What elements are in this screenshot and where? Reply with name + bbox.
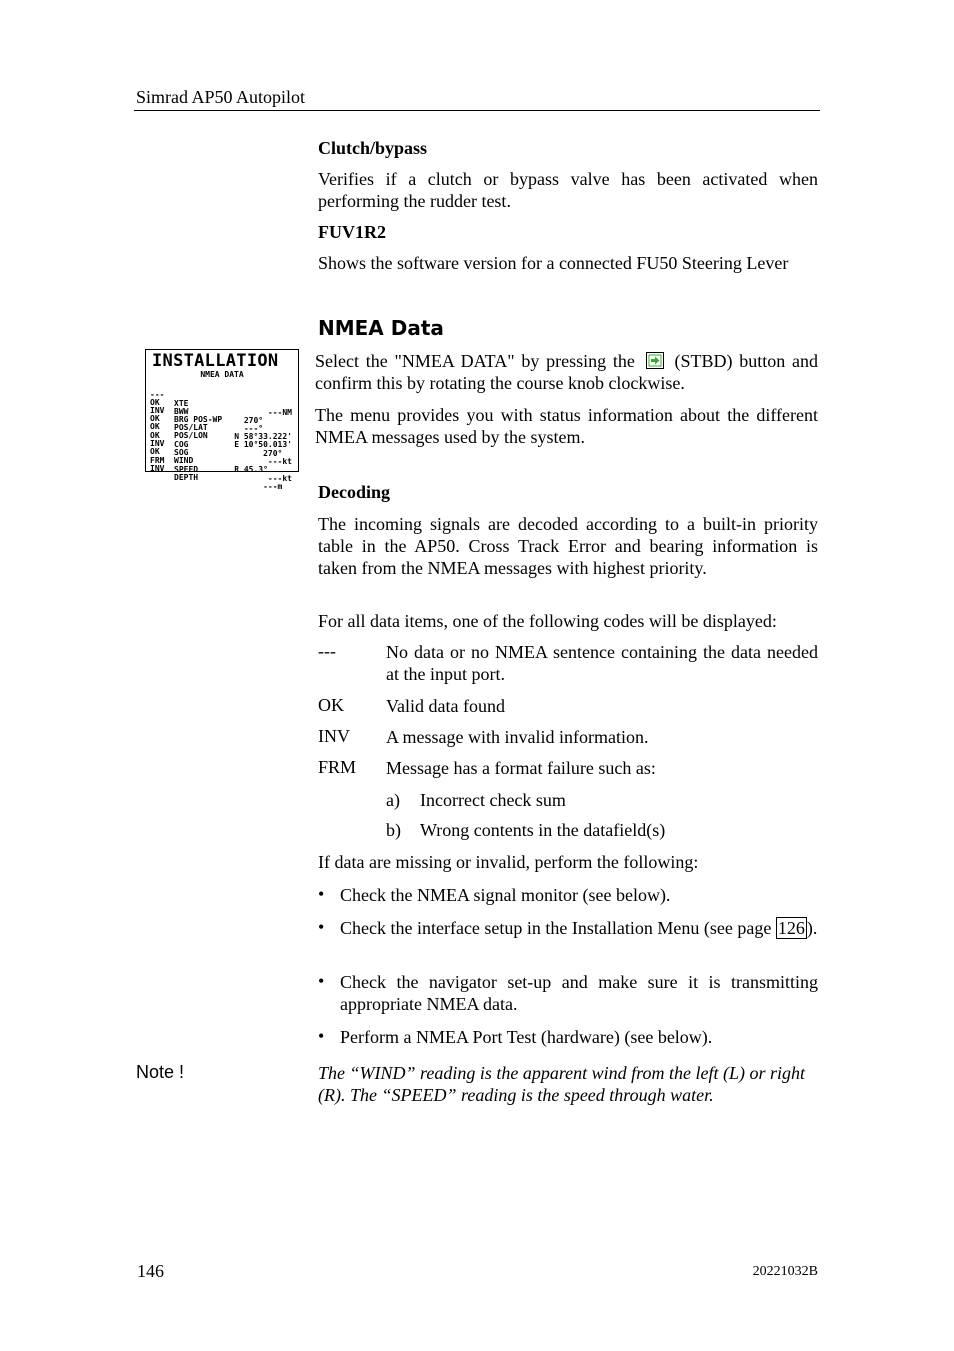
code-description: Message has a format failure such as:: [386, 758, 656, 778]
lcd-subtitle: NMEA DATA: [200, 370, 244, 379]
header-rule: [134, 110, 820, 111]
page-reference-link[interactable]: 126: [777, 918, 805, 938]
bullet-text: Check the navigator set-up and make sure it is transmitting appropriate NMEA data.: [340, 972, 818, 1014]
section-title: NMEA Data: [318, 316, 444, 340]
clutch-text: Verifies if a clutch or bypass valve has been activated when performing the rudder test.: [318, 169, 818, 211]
lcd-row-status: OK: [150, 398, 160, 407]
lcd-row-label: XTE: [174, 399, 189, 408]
subitem-text: Wrong contents in the datafield(s): [420, 820, 666, 840]
document-number: 20221032B: [752, 1264, 818, 1279]
decoding-heading: Decoding: [318, 482, 390, 502]
subitem-marker: b): [386, 820, 401, 840]
lcd-row-status: FRM: [150, 456, 165, 465]
lcd-row-label: BRG POS-WP: [174, 415, 223, 424]
lcd-row-label: POS/LON: [174, 431, 208, 440]
lcd-row-value: ---°: [243, 424, 292, 433]
bullet-dot: •: [318, 1026, 325, 1046]
bullet-text-before: Check the interface setup in the Installation Menu (see page: [340, 918, 772, 938]
lcd-row-label: WIND: [174, 456, 194, 465]
lcd-row-value: ---kt: [267, 474, 292, 483]
note-text: The “WIND” reading is the apparent wind from the left (L) or right (R). The “SPEED” reading is the speed through water.: [318, 1063, 806, 1105]
decoding-para-2: For all data items, one of the following codes will be displayed:: [318, 611, 777, 631]
decoding-para-1: The incoming signals are decoded according to a built-in priority table in the AP50. Cross Track Error and bearing information is taken from the NMEA messages with highest priority.: [318, 514, 818, 578]
bullet-dot: •: [318, 884, 325, 904]
fuv-heading: FUV1R2: [318, 222, 386, 242]
lcd-row-label: SOG: [174, 448, 189, 457]
code-description: A message with invalid information.: [386, 727, 649, 747]
code-term: FRM: [318, 757, 357, 777]
arrow-right-icon: [646, 352, 664, 369]
note-label: Note !: [136, 1062, 185, 1082]
lcd-row-value: 270°: [243, 416, 292, 425]
code-term: ---: [318, 641, 336, 661]
lcd-display: [145, 349, 299, 491]
nmea-para-2: The menu provides you with status information about the different NMEA messages used by the system.: [315, 405, 818, 447]
bullet-text: Perform a NMEA Port Test (hardware) (see below).: [340, 1027, 713, 1047]
lcd-row-status: INV: [150, 464, 165, 473]
decoding-para-3: If data are missing or invalid, perform the following:: [318, 852, 699, 872]
subitem-marker: a): [386, 790, 400, 810]
nmea-para-1-after: (STBD) button and confirm this by rotating the course knob clockwise.: [315, 351, 818, 393]
lcd-row-value: N 58°33.222': [234, 432, 292, 441]
lcd-row-value: E 10°50.013': [234, 440, 292, 449]
lcd-title: INSTALLATION: [152, 351, 279, 371]
lcd-row-status: OK: [150, 447, 160, 456]
page-number: 146: [137, 1261, 164, 1281]
lcd-row-value: ---m: [263, 482, 292, 491]
lcd-row-value: 270°: [263, 449, 292, 458]
bullet-dot: •: [318, 917, 325, 937]
code-description: Valid data found: [386, 696, 505, 716]
lcd-row-value: R 45.3°: [234, 465, 292, 474]
lcd-row-value: ---NM: [267, 408, 292, 417]
bullet-dot: •: [318, 971, 325, 991]
lcd-row-status: OK: [150, 431, 160, 440]
lcd-row-value: ---kt: [267, 457, 292, 466]
code-term: INV: [318, 726, 350, 746]
bullet-text: Check the NMEA signal monitor (see below).: [340, 885, 671, 905]
code-term: OK: [318, 695, 344, 715]
clutch-heading: Clutch/bypass: [318, 138, 428, 158]
subitem-text: Incorrect check sum: [420, 790, 566, 810]
nmea-para-1-before: Select the "NMEA DATA" by pressing the: [315, 351, 635, 371]
nmea-para-1: [315, 350, 818, 394]
running-header: Simrad AP50 Autopilot: [136, 87, 306, 107]
bullet-text: [340, 917, 818, 939]
fuv-text: Shows the software version for a connected FU50 Steering Lever: [318, 253, 789, 273]
lcd-row-status: OK: [150, 422, 160, 431]
lcd-row-label: COG: [174, 440, 189, 449]
code-description: No data or no NMEA sentence containing the data needed at the input port.: [386, 642, 818, 684]
lcd-row-label: SPEED: [174, 465, 199, 474]
lcd-row-status: OK: [150, 414, 160, 423]
lcd-row-status: INV: [150, 439, 165, 448]
lcd-row-label: DEPTH: [174, 473, 199, 482]
lcd-row-status: INV: [150, 406, 165, 415]
lcd-row-label: BWW: [174, 407, 189, 416]
lcd-row-label: POS/LAT: [174, 423, 208, 432]
bullet-text-after: ).: [806, 918, 818, 938]
lcd-row-status: ---: [150, 390, 165, 399]
